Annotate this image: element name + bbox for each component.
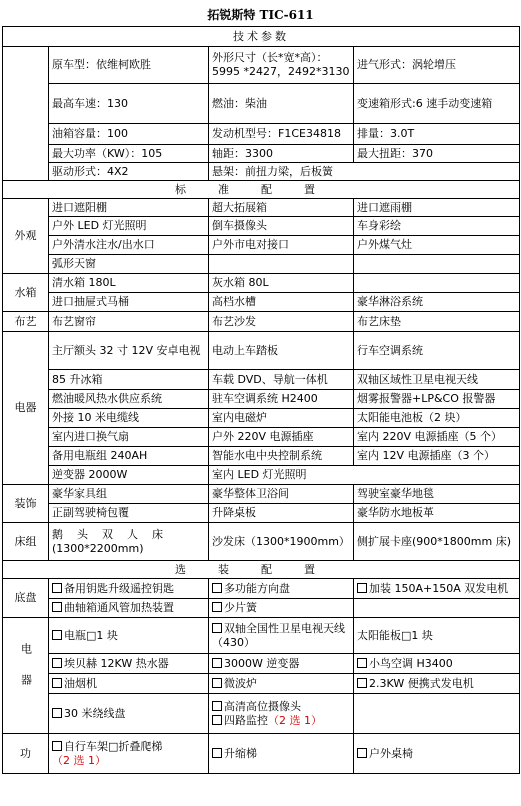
checkbox-icon[interactable] <box>52 708 62 718</box>
checkbox-icon[interactable] <box>212 658 222 668</box>
opt-item-label: 3000W 逆变器 <box>224 656 300 670</box>
opt-item <box>49 599 209 618</box>
choice-note: （2 选 1） <box>268 713 322 727</box>
opt-item <box>209 734 354 774</box>
std-item: 进口抽屉式马桶 <box>49 293 209 312</box>
std-item: 户外 220V 电源插座 <box>209 428 354 447</box>
tech-header: 技术参数 <box>3 27 520 47</box>
opt-subitem <box>212 714 350 728</box>
std-item: 室内电磁炉 <box>209 409 354 428</box>
std-header: 标准配置 <box>3 181 520 199</box>
opt-item <box>49 579 209 599</box>
checkbox-icon[interactable] <box>212 748 222 758</box>
std-item: 行车空调系统 <box>354 332 520 370</box>
tech-cell: 轴距：3300 <box>209 145 354 163</box>
std-item: 逆变器 2000W <box>49 466 209 485</box>
checkbox-icon[interactable] <box>52 678 62 688</box>
std-item: 清水箱 180L <box>49 274 209 293</box>
std-item: 户外煤气灶 <box>354 236 520 255</box>
opt-subitem <box>52 740 205 754</box>
opt-item <box>209 674 354 694</box>
opt-item-label: 高清高位摄像头 <box>224 699 301 713</box>
std-item: 驻车空调系统 H2400 <box>209 390 354 409</box>
std-item: 85 升冰箱 <box>49 370 209 390</box>
opt-item <box>354 654 520 674</box>
checkbox-icon[interactable] <box>52 602 62 612</box>
std-category-label: 装饰 <box>3 485 49 523</box>
opt-item <box>49 734 209 774</box>
std-item: 豪华淋浴系统 <box>354 293 520 312</box>
tech-cell: 排量：3.0T <box>354 124 520 145</box>
opt-item <box>209 599 354 618</box>
opt-item <box>49 654 209 674</box>
opt-item-label: 双轴全国性卫星电视天线（430） <box>212 621 345 649</box>
std-item-empty <box>209 255 354 274</box>
std-item-empty <box>354 274 520 293</box>
std-item: 主厅额头 32 寸 12V 安卓电视 <box>49 332 209 370</box>
opt-item-label: 户外桌椅 <box>369 746 413 760</box>
std-item: 室内 LED 灯光照明 <box>209 466 520 485</box>
opt-item: 太阳能板□1 块 <box>354 618 520 654</box>
checkbox-icon[interactable] <box>52 658 62 668</box>
std-item: 超大拓展箱 <box>209 199 354 217</box>
std-item: 布艺床垫 <box>354 312 520 332</box>
opt-item <box>209 618 354 654</box>
std-item: 进口遮阳棚 <box>49 199 209 217</box>
std-item: 户外清水注水/出水口 <box>49 236 209 255</box>
tech-cell: 发动机型号：F1CE34818 <box>209 124 354 145</box>
checkbox-icon[interactable] <box>357 658 367 668</box>
opt-category-label <box>3 618 49 734</box>
tech-cell: 悬架：前扭力梁，后板簧 <box>209 163 520 181</box>
bed-size: (1300*2200mm) <box>52 541 144 555</box>
std-item: 双轴区域性卫星电视天线 <box>354 370 520 390</box>
opt-item <box>49 618 209 654</box>
std-category-label: 布艺 <box>3 312 49 332</box>
std-item: 备用电瓶组 240AH <box>49 447 209 466</box>
tech-cell: 原车型：依维柯欧胜 <box>49 47 209 84</box>
opt-category-label: 功 <box>3 734 49 774</box>
std-item: 烟雾报警器+LP&CO 报警器 <box>354 390 520 409</box>
std-item-empty <box>354 255 520 274</box>
opt-item-label: 埃贝赫 12KW 热水器 <box>64 656 169 670</box>
checkbox-icon[interactable] <box>212 701 222 711</box>
opt-item <box>209 579 354 599</box>
std-item: 灰水箱 80L <box>209 274 354 293</box>
opt-item-label: 小鸟空调 H3400 <box>369 656 453 670</box>
opt-item-label: 备用钥匙升级遥控钥匙 <box>64 581 174 595</box>
std-category-label: 床组 <box>3 523 49 561</box>
std-item: 布艺窗帘 <box>49 312 209 332</box>
tech-cell: 最大功率（KW）：105 <box>49 145 209 163</box>
std-item: 布艺沙发 <box>209 312 354 332</box>
opt-item-label: 微波炉 <box>224 676 257 690</box>
std-item: 室内进口换气扇 <box>49 428 209 447</box>
opt-header: 选装配置 <box>3 561 520 579</box>
opt-item-label: 多功能方向盘 <box>224 581 290 595</box>
opt-item-label: 油烟机 <box>64 676 97 690</box>
checkbox-icon[interactable] <box>212 583 222 593</box>
std-item: 侧扩展卡座(900*1800mm 床) <box>354 523 520 561</box>
std-category-label: 水箱 <box>3 274 49 312</box>
opt-subitem <box>212 700 350 714</box>
opt-item <box>49 694 209 734</box>
std-item: 倒车摄像头 <box>209 217 354 236</box>
tech-cell: 外形尺寸（长*宽*高）：5995 *2427，2492*3130 <box>209 47 354 84</box>
checkbox-icon[interactable] <box>212 602 222 612</box>
opt-item-label: 自行车架□折叠爬梯 <box>64 739 163 753</box>
std-item: 沙发床（1300*1900mm） <box>209 523 354 561</box>
opt-item-label: 加装 150A+150A 双发电机 <box>369 581 509 595</box>
std-item: 太阳能电池板（2 块） <box>354 409 520 428</box>
std-item: 外接 10 米电缆线 <box>49 409 209 428</box>
opt-item-empty <box>354 694 520 734</box>
std-item: 驾驶室豪华地毯 <box>354 485 520 504</box>
checkbox-icon[interactable] <box>357 748 367 758</box>
opt-item <box>209 654 354 674</box>
checkbox-icon[interactable] <box>212 678 222 688</box>
checkbox-icon[interactable] <box>212 623 222 633</box>
opt-item-label: 2.3KW 便携式发电机 <box>369 676 474 690</box>
std-item: 室内 220V 电源插座（5 个） <box>354 428 520 447</box>
opt-item <box>209 694 354 734</box>
choice-note: （2 选 1） <box>52 753 106 767</box>
opt-item <box>49 674 209 694</box>
tech-cell: 变速箱形式:6 速手动变速箱 <box>354 84 520 124</box>
std-item: 豪华防水地板革 <box>354 504 520 523</box>
opt-category-text: 电器 <box>19 642 33 705</box>
tech-cell: 燃油：柴油 <box>209 84 354 124</box>
checkbox-icon[interactable] <box>212 715 222 725</box>
std-item: 车身彩绘 <box>354 217 520 236</box>
tech-cell: 进气形式：涡轮增压 <box>354 47 520 84</box>
tech-cell: 油箱容量：100 <box>49 124 209 145</box>
tech-cell: 最大扭距：370 <box>354 145 520 163</box>
tech-cell: 最高车速：130 <box>49 84 209 124</box>
std-item: 豪华整体卫浴间 <box>209 485 354 504</box>
checkbox-icon[interactable] <box>357 678 367 688</box>
std-item: 升降桌板 <box>209 504 354 523</box>
std-item: 户外市电对接口 <box>209 236 354 255</box>
std-item: 车载 DVD、导航一体机 <box>209 370 354 390</box>
tech-spacer <box>3 47 49 181</box>
checkbox-icon[interactable] <box>52 583 62 593</box>
opt-item-label: 少片簧 <box>224 601 257 614</box>
opt-item <box>354 734 520 774</box>
opt-category-label: 底盘 <box>3 579 49 618</box>
opt-item-label: 30 米绕线盘 <box>64 706 126 720</box>
std-item <box>49 523 209 561</box>
opt-item-label: 升缩梯 <box>224 746 257 760</box>
std-item: 正副驾驶椅包覆 <box>49 504 209 523</box>
std-item: 智能水电中央控制系统 <box>209 447 354 466</box>
std-category-label: 电器 <box>3 332 49 485</box>
opt-item-label: 曲轴箱通风管加热装置 <box>64 601 174 614</box>
checkbox-icon[interactable] <box>357 583 367 593</box>
std-item: 燃油暖风热水供应系统 <box>49 390 209 409</box>
spec-table <box>2 26 520 774</box>
checkbox-icon[interactable] <box>52 741 62 751</box>
std-item: 电动上车踏板 <box>209 332 354 370</box>
bed-name: 鹅头双人床 <box>52 527 177 541</box>
std-item: 户外 LED 灯光照明 <box>49 217 209 236</box>
std-item: 高档水槽 <box>209 293 354 312</box>
std-item: 弧形天窗 <box>49 255 209 274</box>
opt-item <box>354 579 520 599</box>
opt-item-label: 电瓶□1 块 <box>64 628 118 642</box>
opt-item <box>354 674 520 694</box>
std-category-label: 外观 <box>3 199 49 274</box>
opt-item-empty <box>354 599 520 618</box>
std-item: 室内 12V 电源插座（3 个） <box>354 447 520 466</box>
opt-item-label: 四路监控 <box>224 713 268 727</box>
std-item: 进口遮雨棚 <box>354 199 520 217</box>
document-title: 拓锐斯特 TIC-611 <box>207 8 314 22</box>
std-item: 豪华家具组 <box>49 485 209 504</box>
tech-cell: 驱动形式：4X2 <box>49 163 209 181</box>
checkbox-icon[interactable] <box>52 630 62 640</box>
